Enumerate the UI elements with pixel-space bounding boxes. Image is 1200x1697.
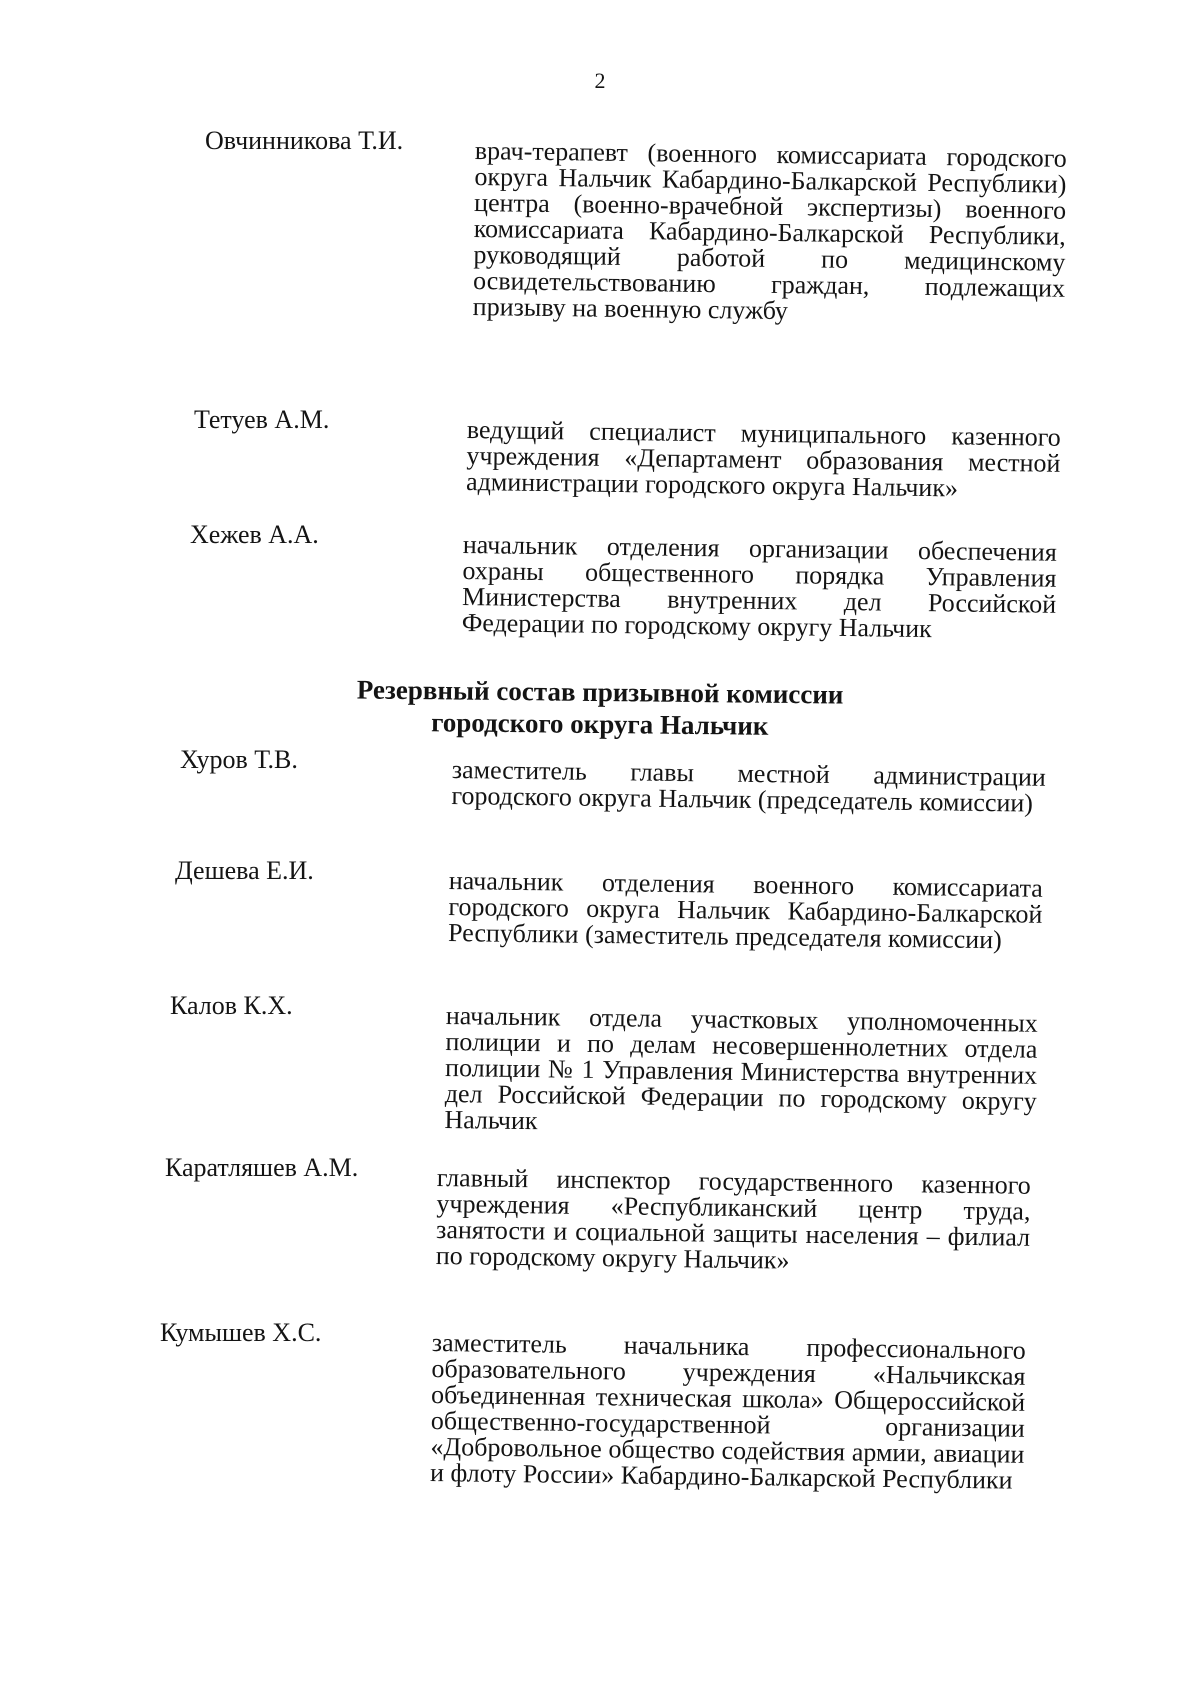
reserve-title-line-1: Резервный состав призывной комиссии [356,674,844,710]
member-description: начальник отделения военного комиссариата городского округа Нальчик Кабардино-Балкарской Республики (заместитель председателя комиссии) [447,866,1043,955]
member-name: Хуров Т.В. [180,745,298,774]
member-name: Овчинникова Т.И. [205,126,404,155]
member-description: врач-терапевт (военного комиссариата городского округа Нальчик Кабардино-Балкарской Республики) центра (военно-врачебной экспертизы) военного комиссариата Кабардино-Балкарской Республики, руководящий работой по медицинскому освидетельствованию граждан, подлежащих призыву на военную службу [472,136,1067,326]
member-description: ведущий специалист муниципального казенного учреждения «Департамент образования местной администрации городского округа Нальчик» [465,415,1061,503]
member-name: Калов К.Х. [170,991,293,1020]
page-number: 2 [594,68,606,93]
member-name: Хежев А.А. [190,520,319,549]
member-description: заместитель начальника профессионального образовательного учреждения «Нальчикская объединенная техническая школа» Общероссийской общественно-государственной организации «Добровольное общество содействия армии, авиации и флоту России» Кабардино-Балкарской Республики [429,1328,1026,1495]
member-name: Каратляшев А.М. [165,1153,359,1182]
member-description: начальник отделения организации обеспечения охраны общественного порядка Управления Министерства внутренних дел Российской Федерации по городскому округу Нальчик [461,530,1057,644]
member-description: главный инспектор государственного казенного учреждения «Республиканский центр труда, занятости и социальной защиты населения – филиал по городскому округу Нальчик» [435,1163,1031,1275]
member-description: начальник отдела участковых уполномоченных полиции и по делам несовершеннолетних отдела полиции № 1 Управления Министерства внутренних дел Российской Федерации по городскому округу Нальчик [444,1001,1038,1136]
member-name: Тетуев А.М. [194,405,330,434]
reserve-title-line-2: городского округа Нальчик [431,707,769,741]
member-description: заместитель главы местной администрации городского округа Нальчик (председатель комиссии) [451,755,1046,818]
reserve-section-title [300,673,901,743]
member-name: Дешева Е.И. [175,856,314,885]
member-name: Кумышев Х.С. [160,1318,322,1347]
